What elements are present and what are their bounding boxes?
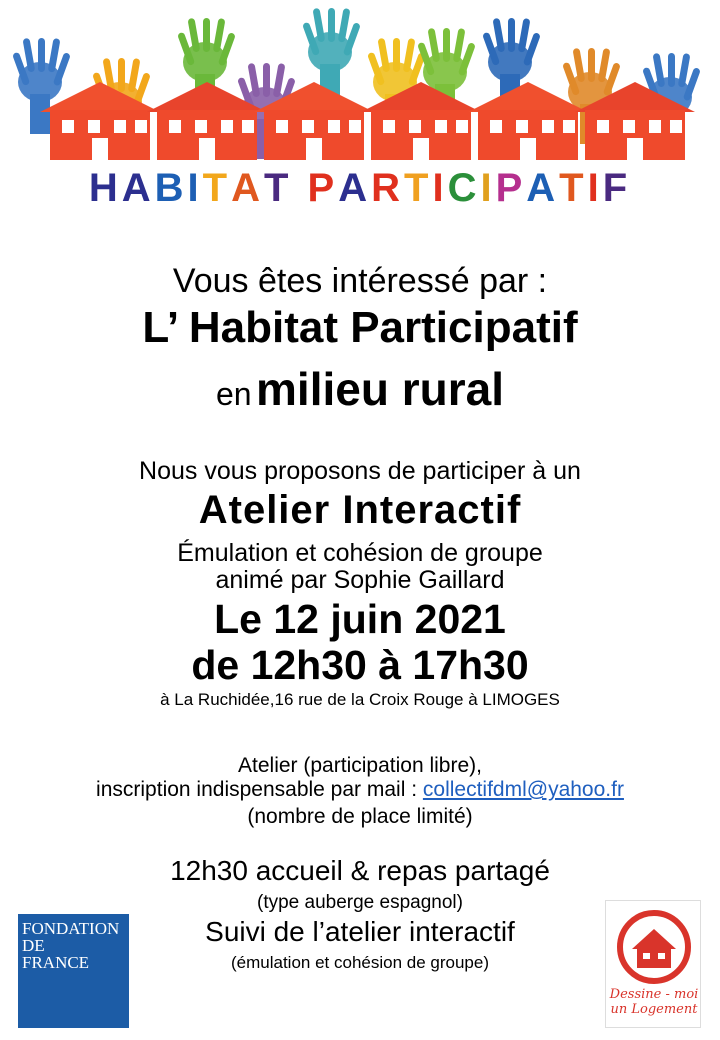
banner-title-letter: F <box>602 166 632 210</box>
banner-title-letter: P <box>307 166 339 210</box>
event-date: Le 12 juin 2021 <box>214 596 506 642</box>
headline: L’ Habitat Participatif <box>142 303 578 352</box>
proposal-text: Nous vous proposons de participer à un <box>139 457 581 485</box>
headline-milieu-rural: milieu rural <box>256 363 504 415</box>
banner-title-letter: P <box>495 166 527 210</box>
banner-title-letter: I <box>480 166 496 210</box>
fondation-de-france-logo <box>18 914 129 1028</box>
schedule-line-1: 12h30 accueil & repas partagé <box>170 855 550 886</box>
host-text: animé par Sophie Gaillard <box>215 566 505 594</box>
banner-title-letter: I <box>432 166 448 210</box>
info-line-1: Atelier (participation libre), <box>238 754 482 777</box>
banner-title-letter: R <box>371 166 404 210</box>
banner-title-letter: A <box>338 166 372 210</box>
banner-title-letter: B <box>154 166 188 210</box>
banner-title-letter <box>292 166 307 211</box>
atelier-title: Atelier Interactif <box>198 488 522 532</box>
dml-logo-line-2: un Logement <box>610 1002 698 1017</box>
headline-subline <box>0 362 720 416</box>
intro-text: Vous êtes intéressé par : <box>172 262 548 300</box>
banner-title <box>0 166 720 211</box>
banner-title-letter: H <box>88 166 122 210</box>
headline-en: en <box>215 376 252 412</box>
banner-title-letter: T <box>404 166 433 210</box>
event-address: à La Ruchidée,16 rue de la Croix Rouge à LIMOGES <box>160 690 560 709</box>
email-link[interactable]: collectifdml@yahoo.fr <box>422 778 624 801</box>
banner-title-letter: A <box>121 166 155 210</box>
schedule-line-2: (type auberge espagnol) <box>257 892 463 913</box>
info-line-3: (nombre de place limité) <box>247 805 473 828</box>
schedule-line-3: Suivi de l’atelier interactif <box>205 916 515 947</box>
banner-title-letter: T <box>559 166 588 210</box>
event-time: de 12h30 à 17h30 <box>191 642 529 688</box>
banner-title-letter: A <box>526 166 560 210</box>
info-line-2 <box>0 778 720 802</box>
banner-title-letter: A <box>231 166 264 210</box>
info-line-2-prefix: inscription indispensable par mail : <box>96 778 423 801</box>
fdf-logo-line-3: FRANCE <box>22 953 90 972</box>
schedule-line-4: (émulation et cohésion de groupe) <box>231 953 489 972</box>
banner-title-letter: C <box>447 166 481 210</box>
banner-title-letter: I <box>187 166 203 210</box>
banner-title-letter: I <box>587 166 603 210</box>
fdf-logo-line-1: FONDATION <box>22 919 120 938</box>
emulation-text: Émulation et cohésion de groupe <box>177 539 543 567</box>
dessine-moi-un-logement-logo <box>605 900 701 1028</box>
banner-title-letter: T <box>263 166 293 210</box>
banner-title-letter: T <box>202 166 232 210</box>
house-circle-icon <box>606 901 702 987</box>
dml-logo-line-1: Dessine - moi <box>609 987 699 1002</box>
fdf-logo-line-2: DE <box>22 936 45 955</box>
